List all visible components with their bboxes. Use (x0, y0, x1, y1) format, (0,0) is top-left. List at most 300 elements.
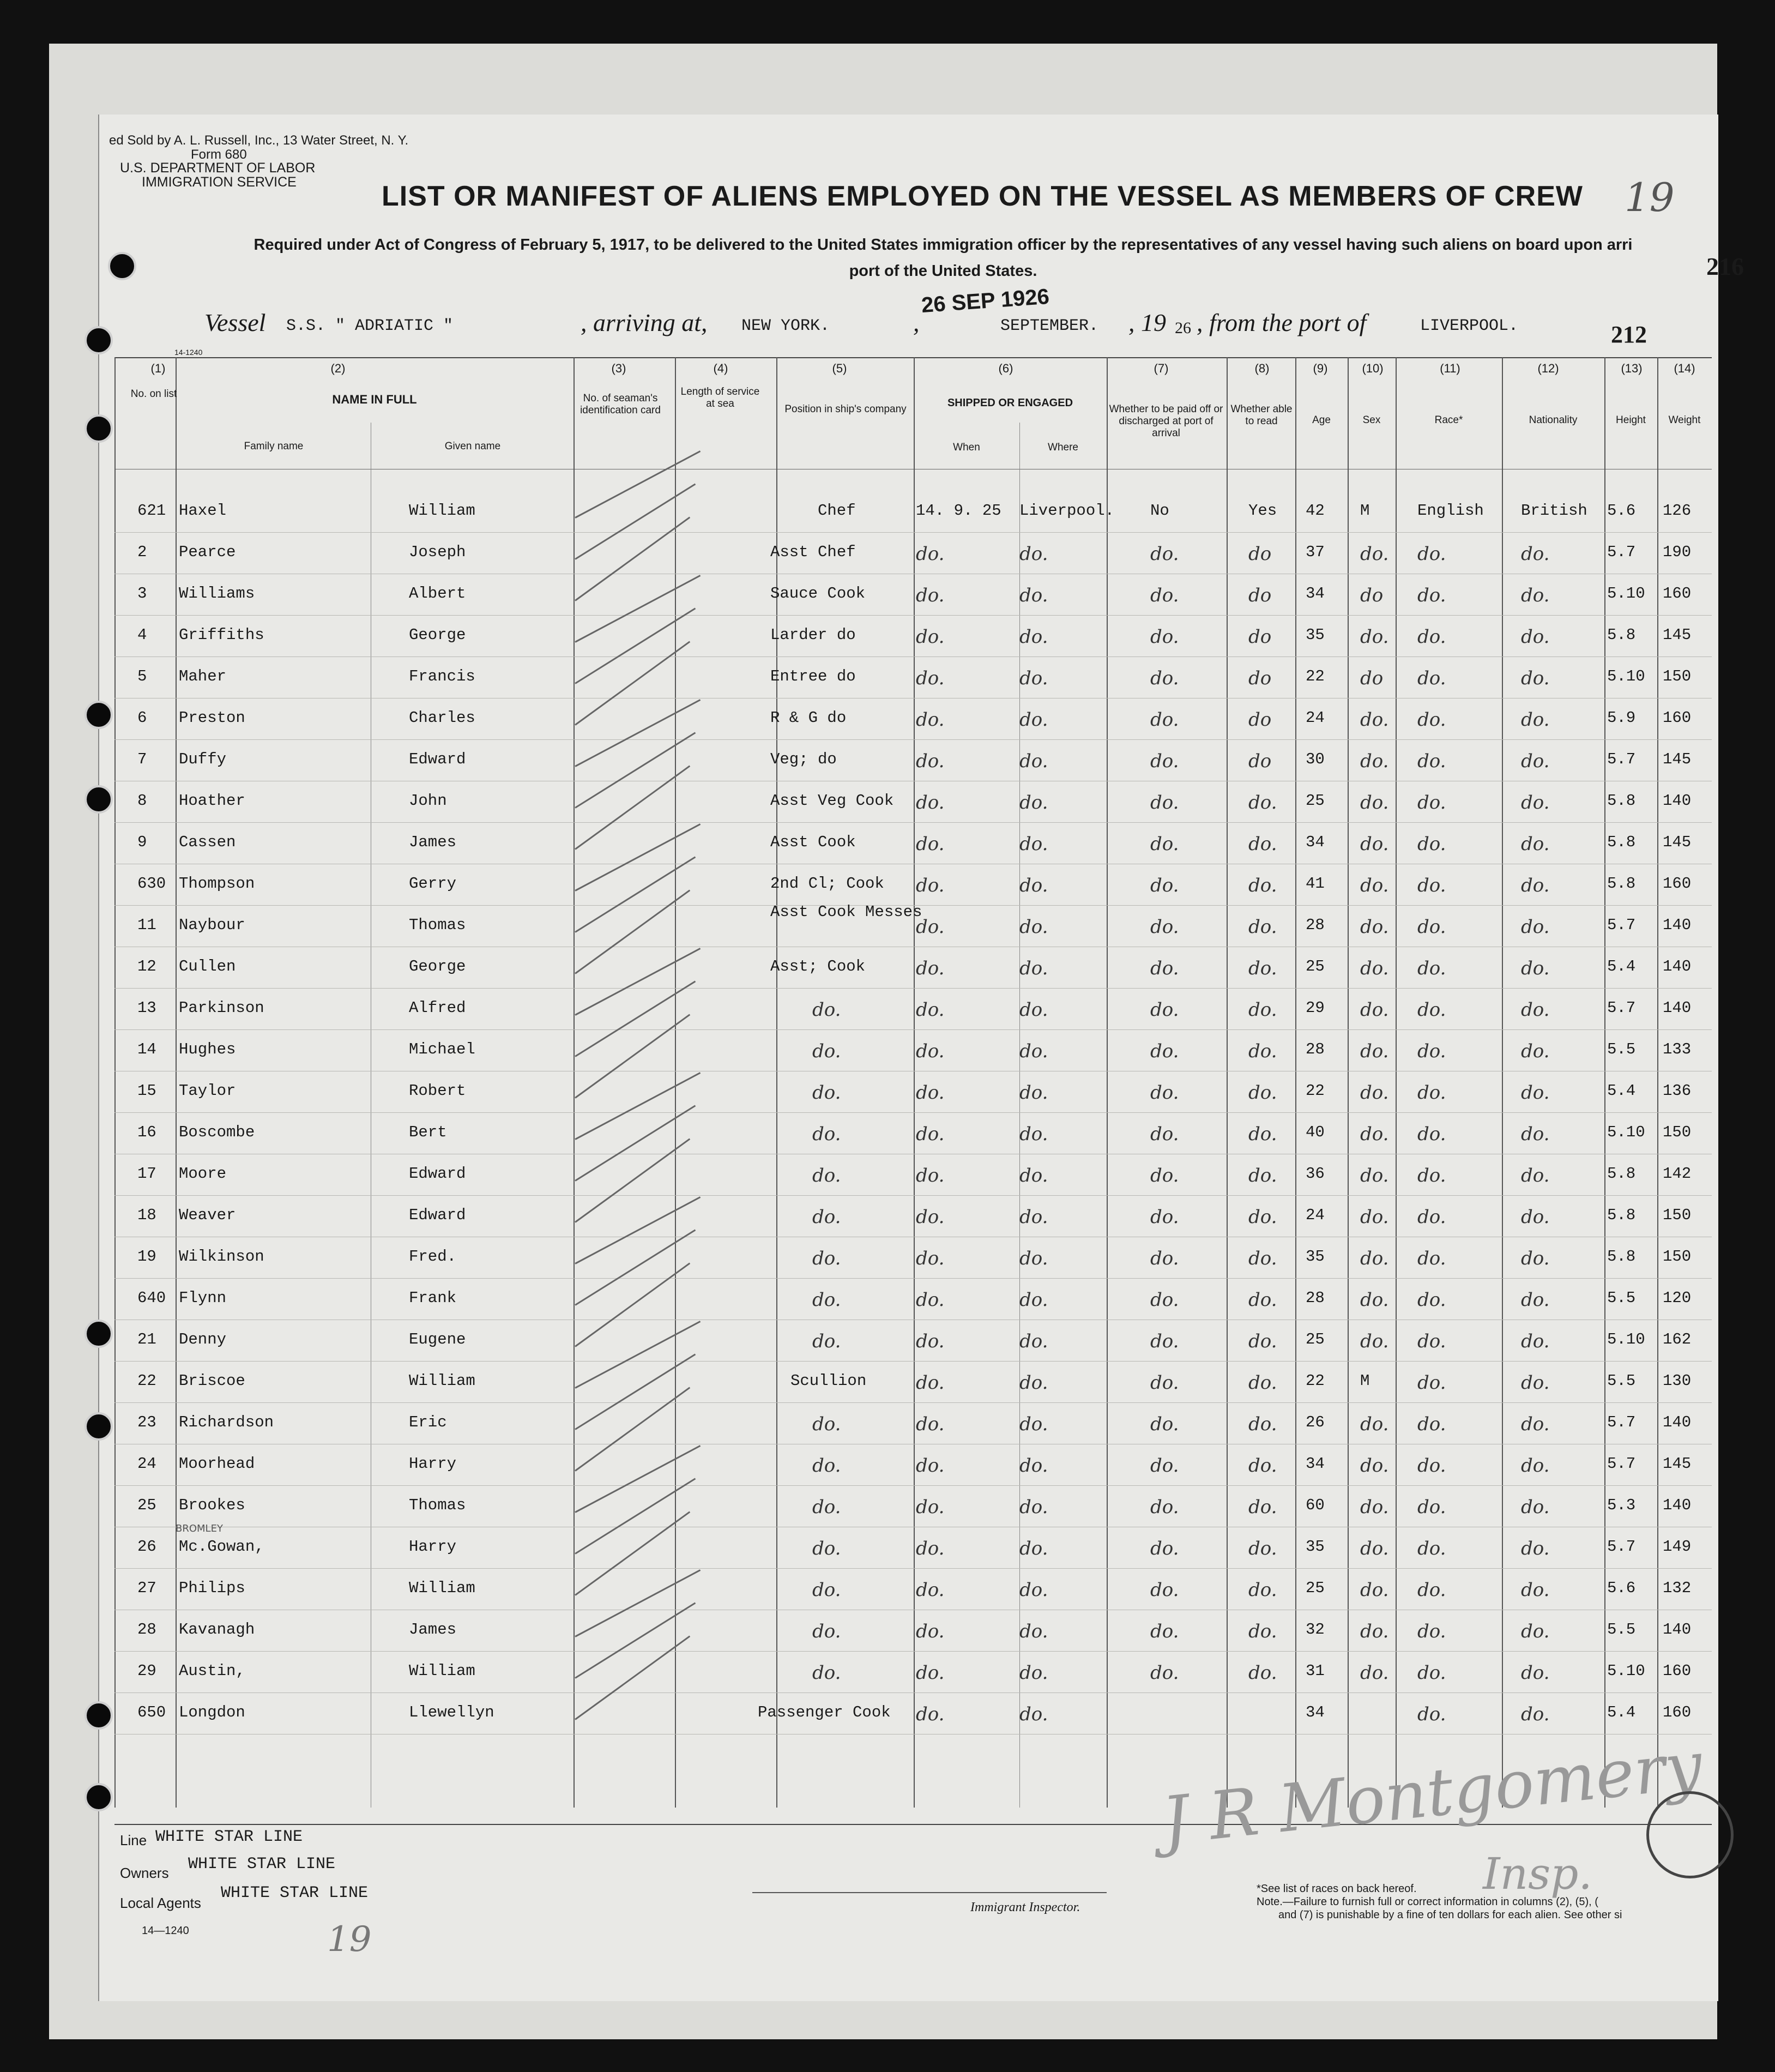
race: do. (1417, 1662, 1446, 1684)
shipped-when: do. (916, 1289, 945, 1311)
shipped-where: do. (1019, 1082, 1048, 1104)
row-number: 630 (137, 875, 166, 893)
col-num-5: (5) (832, 362, 847, 375)
paid-off: do. (1150, 1662, 1179, 1684)
family-name: Haxel (179, 502, 227, 520)
note-failure: Note.—Failure to furnish full or correct information in columns (2), (5), ( (1257, 1896, 1598, 1908)
table-row (114, 781, 1712, 822)
sex: do. (1360, 1455, 1389, 1477)
weight: 162 (1663, 1330, 1692, 1348)
sex: do. (1360, 1082, 1389, 1104)
given-name: Gerry (409, 875, 457, 893)
shipped-where: do. (1019, 916, 1048, 938)
punch-hole (84, 1320, 113, 1348)
family-name: Williams (179, 585, 255, 603)
header-nationality: Nationality (1529, 414, 1578, 426)
position: do. (812, 1206, 841, 1228)
position: do. (812, 1621, 841, 1642)
year-label: , 19 (1128, 309, 1166, 336)
given-name: Alfred (409, 999, 466, 1017)
shipped-when: do. (916, 957, 945, 979)
note-races: *See list of races on back hereof. (1257, 1883, 1417, 1895)
given-name: Michael (409, 1040, 475, 1058)
family-name: Pearce (179, 543, 236, 561)
position: do. (812, 1455, 841, 1477)
nationality: do. (1521, 1289, 1550, 1311)
race: do. (1417, 1206, 1446, 1228)
table-row (114, 1195, 1712, 1237)
height: 5.6 (1607, 1579, 1636, 1597)
weight: 160 (1663, 709, 1692, 727)
nationality: do. (1521, 626, 1550, 648)
row-number: 13 (137, 999, 156, 1017)
form-number: Form 680 (191, 147, 247, 162)
able-to-read: Yes (1248, 502, 1277, 520)
row-number: 21 (137, 1330, 156, 1348)
height: 5.7 (1607, 1538, 1636, 1556)
arrival-month: SEPTEMBER. (1000, 317, 1099, 335)
nationality: do. (1521, 833, 1550, 855)
punch-hole (84, 414, 113, 443)
given-name: George (409, 626, 466, 644)
height: 5.8 (1607, 792, 1636, 810)
row-number: 4 (137, 626, 147, 644)
position: Entree do (770, 667, 856, 685)
given-name: Frank (409, 1289, 457, 1307)
paid-off: do. (1150, 709, 1179, 731)
height: 5.7 (1607, 750, 1636, 768)
weight: 140 (1663, 999, 1692, 1017)
given-name: Edward (409, 750, 466, 768)
row-number: 14 (137, 1040, 156, 1058)
sex: do. (1360, 957, 1389, 979)
height: 5.8 (1607, 875, 1636, 893)
family-name: Cullen (179, 957, 236, 975)
able-to-read: do. (1248, 1496, 1277, 1518)
header-shipped-engaged: SHIPPED OR ENGAGED (947, 397, 1073, 409)
shipped-when: do. (916, 833, 945, 855)
shipped-when: do. (916, 1082, 945, 1104)
shipped-where: do. (1019, 833, 1048, 855)
paid-off: do. (1150, 1248, 1179, 1269)
race: do. (1417, 585, 1446, 606)
family-name: Austin, (179, 1662, 245, 1680)
age: 32 (1306, 1621, 1325, 1639)
position: Asst Chef (770, 543, 856, 561)
subtitle-line-1: Required under Act of Congress of February 5, 1917, to be delivered to the United States immigration officer by the representatives of any vessel having such aliens on board upon arri (253, 236, 1633, 254)
given-name: George (409, 957, 466, 975)
table-row (114, 1112, 1712, 1154)
sex: do. (1360, 1579, 1389, 1601)
arriving-label: , arriving at, (581, 309, 708, 336)
shipped-when: do. (916, 585, 945, 606)
given-name: Albert (409, 585, 466, 603)
shipped-where: do. (1019, 1621, 1048, 1642)
sex: do (1360, 667, 1384, 689)
legal-subtitle (180, 232, 1706, 284)
sex: do (1360, 585, 1384, 606)
row-number: 9 (137, 833, 147, 851)
punch-hole (84, 785, 113, 814)
height: 5.7 (1607, 999, 1636, 1017)
table-row (114, 1692, 1712, 1734)
table-row (114, 1071, 1712, 1112)
height: 5.10 (1607, 1330, 1645, 1348)
position: do. (812, 1082, 841, 1104)
shipped-where: do. (1019, 999, 1048, 1021)
race: do. (1417, 875, 1446, 896)
able-to-read: do (1248, 626, 1272, 648)
col-num-3: (3) (611, 362, 626, 375)
row-number: 28 (137, 1621, 156, 1639)
position: do. (812, 1662, 841, 1684)
header-no-on-list: No. on list (130, 388, 177, 400)
height: 5.7 (1607, 1413, 1636, 1431)
nationality: do. (1521, 750, 1550, 772)
race: English (1417, 502, 1484, 520)
page-title: LIST OR MANIFEST OF ALIENS EMPLOYED ON THE VESSEL AS MEMBERS OF CREW (382, 180, 1583, 212)
weight: 160 (1663, 875, 1692, 893)
age: 35 (1306, 626, 1325, 644)
race: do. (1417, 957, 1446, 979)
arrival-year: 26 (1175, 319, 1191, 337)
form-code-small: 14-1240 (174, 348, 203, 357)
shipped-when: do. (916, 543, 945, 565)
nationality: do. (1521, 999, 1550, 1021)
sex: do. (1360, 1662, 1389, 1684)
weight: 145 (1663, 1455, 1692, 1473)
position: Asst Cook (770, 833, 856, 851)
age: 30 (1306, 750, 1325, 768)
height: 5.7 (1607, 543, 1636, 561)
note-fine: and (7) is punishable by a fine of ten dollars for each alien. See other si (1278, 1909, 1622, 1921)
annotation-bromley: BROMLEY (176, 1523, 223, 1534)
table-row (114, 491, 1712, 532)
nationality: do. (1521, 1579, 1550, 1601)
position: do. (812, 1040, 841, 1062)
shipped-when: do. (916, 626, 945, 648)
given-name: Francis (409, 667, 475, 685)
family-name: Cassen (179, 833, 236, 851)
nationality: do. (1521, 1082, 1550, 1104)
family-name: Mc.Gowan, (179, 1538, 264, 1556)
vessel-line (204, 308, 1687, 346)
row-number: 3 (137, 585, 147, 603)
family-name: Kavanagh (179, 1621, 255, 1639)
nationality: do. (1521, 1123, 1550, 1145)
given-name: Fred. (409, 1248, 457, 1266)
shipped-where: do. (1019, 543, 1048, 565)
row-number: 12 (137, 957, 156, 975)
able-to-read: do. (1248, 1413, 1277, 1435)
paid-off: do. (1150, 543, 1179, 565)
height: 5.9 (1607, 709, 1636, 727)
family-name: Maher (179, 667, 227, 685)
age: 37 (1306, 543, 1325, 561)
position: Chef (818, 502, 856, 520)
table-row (114, 905, 1712, 947)
header-sex: Sex (1362, 414, 1381, 426)
paid-off: No (1150, 502, 1169, 520)
weight: 140 (1663, 1413, 1692, 1431)
height: 5.5 (1607, 1372, 1636, 1390)
header-height: Height (1616, 414, 1646, 426)
header-race: Race* (1434, 414, 1463, 426)
able-to-read: do (1248, 750, 1272, 772)
height: 5.8 (1607, 1248, 1636, 1266)
sex: do. (1360, 1330, 1389, 1352)
table-row (114, 574, 1712, 615)
paid-off: do. (1150, 1372, 1179, 1394)
age: 25 (1306, 1330, 1325, 1348)
race: do. (1417, 1082, 1446, 1104)
header-paid-off: Whether to be paid off or discharged at port of arrival (1109, 403, 1223, 439)
able-to-read: do. (1248, 792, 1277, 814)
shipped-where: do. (1019, 1040, 1048, 1062)
position: do. (812, 1413, 841, 1435)
header-age: Age (1312, 414, 1331, 426)
nationality: do. (1521, 1662, 1550, 1684)
able-to-read: do (1248, 543, 1272, 565)
footer-form-code: 14—1240 (142, 1925, 189, 1937)
shipped-where: do. (1019, 709, 1048, 731)
family-name: Denny (179, 1330, 227, 1348)
service-name: IMMIGRATION SERVICE (142, 174, 297, 190)
paid-off: do. (1150, 1455, 1179, 1477)
row-number: 5 (137, 667, 147, 685)
sex: do. (1360, 1496, 1389, 1518)
shipped-where: do. (1019, 1579, 1048, 1601)
header-able-to-read: Whether able to read (1230, 403, 1293, 427)
given-name: Edward (409, 1206, 466, 1224)
row-number: 26 (137, 1538, 156, 1556)
able-to-read: do. (1248, 833, 1277, 855)
shipped-where: do. (1019, 1372, 1048, 1394)
table-row (114, 532, 1712, 574)
shipped-where: Liverpool. (1019, 502, 1115, 520)
weight: 145 (1663, 833, 1692, 851)
race: do. (1417, 1248, 1446, 1269)
shipped-where: do. (1019, 875, 1048, 896)
weight: 145 (1663, 750, 1692, 768)
given-name: James (409, 1621, 457, 1639)
punch-hole (84, 1412, 113, 1441)
row-number: 27 (137, 1579, 156, 1597)
weight: 190 (1663, 543, 1692, 561)
vessel-name: S.S. " ADRIATIC " (286, 317, 454, 335)
weight: 132 (1663, 1579, 1692, 1597)
weight: 140 (1663, 1621, 1692, 1639)
row-number: 24 (137, 1455, 156, 1473)
able-to-read: do. (1248, 1372, 1277, 1394)
height: 5.8 (1607, 1206, 1636, 1224)
col-num-6: (6) (998, 362, 1013, 375)
col-num-7: (7) (1154, 362, 1169, 375)
nationality: do. (1521, 667, 1550, 689)
able-to-read: do. (1248, 1455, 1277, 1477)
owners-value: WHITE STAR LINE (188, 1855, 336, 1874)
height: 5.8 (1607, 833, 1636, 851)
paid-off: do. (1150, 1123, 1179, 1145)
table-row (114, 698, 1712, 739)
family-name: Weaver (179, 1206, 236, 1224)
shipped-where: do. (1019, 1662, 1048, 1684)
weight: 133 (1663, 1040, 1692, 1058)
table-row (114, 947, 1712, 988)
row-number: 6 (137, 709, 147, 727)
height: 5.4 (1607, 1703, 1636, 1721)
height: 5.10 (1607, 1662, 1645, 1680)
given-name: Joseph (409, 543, 466, 561)
table-row (114, 739, 1712, 781)
table-row (114, 1610, 1712, 1651)
row-number: 19 (137, 1248, 156, 1266)
weight: 160 (1663, 585, 1692, 603)
race: do. (1417, 916, 1446, 938)
nationality: do. (1521, 957, 1550, 979)
inspector-line (752, 1892, 1107, 1893)
table-row (114, 1278, 1712, 1320)
signature-insp: Insp. (1483, 1848, 1592, 1899)
shipped-where: do. (1019, 1248, 1048, 1269)
family-name: Hughes (179, 1040, 236, 1058)
given-name: Bert (409, 1123, 447, 1141)
table-row (114, 1651, 1712, 1692)
able-to-read: do (1248, 667, 1272, 689)
given-name: Llewellyn (409, 1703, 494, 1721)
family-name: Moore (179, 1165, 227, 1183)
footer-handwritten-19: 19 (327, 1919, 372, 1960)
able-to-read: do (1248, 709, 1272, 731)
age: 41 (1306, 875, 1325, 893)
weight: 150 (1663, 667, 1692, 685)
position: do. (812, 999, 841, 1021)
position: 2nd Cl; Cook (770, 875, 884, 893)
age: 34 (1306, 1703, 1325, 1721)
family-name: Naybour (179, 916, 245, 934)
able-to-read: do. (1248, 1579, 1277, 1601)
from-port-label: , from the port of (1197, 309, 1367, 336)
position: do. (812, 1330, 841, 1352)
nationality: do. (1521, 792, 1550, 814)
height: 5.10 (1607, 585, 1645, 603)
sex: do. (1360, 1206, 1389, 1228)
sex: do. (1360, 626, 1389, 648)
race: do. (1417, 1372, 1446, 1394)
weight: 149 (1663, 1538, 1692, 1556)
nationality: do. (1521, 1330, 1550, 1352)
able-to-read: do. (1248, 1040, 1277, 1062)
weight: 160 (1663, 1703, 1692, 1721)
sex: do. (1360, 750, 1389, 772)
comma: , (913, 309, 920, 336)
row-number: 8 (137, 792, 147, 810)
sex: do. (1360, 1123, 1389, 1145)
nationality: do. (1521, 1040, 1550, 1062)
shipped-when: do. (916, 1372, 945, 1394)
sex: M (1360, 1372, 1370, 1390)
table-row (114, 1485, 1712, 1527)
age: 25 (1306, 1579, 1325, 1597)
nationality: do. (1521, 1372, 1550, 1394)
race: do. (1417, 1703, 1446, 1725)
family-name: Parkinson (179, 999, 264, 1017)
department-block (120, 161, 315, 189)
col-num-10: (10) (1362, 362, 1384, 375)
sex: do. (1360, 543, 1389, 565)
family-name: Briscoe (179, 1372, 245, 1390)
row-number: 11 (137, 916, 156, 934)
table-row (114, 1568, 1712, 1610)
header-given-name: Given name (444, 441, 501, 452)
row-number: 621 (137, 502, 166, 520)
agents-value: WHITE STAR LINE (221, 1884, 369, 1902)
race: do. (1417, 1496, 1446, 1518)
able-to-read: do. (1248, 957, 1277, 979)
position: do. (812, 1496, 841, 1518)
shipped-when: do. (916, 709, 945, 731)
row-number: 29 (137, 1662, 156, 1680)
able-to-read: do. (1248, 1662, 1277, 1684)
position: do. (812, 1248, 841, 1269)
weight: 126 (1663, 502, 1692, 520)
position: Veg; do (770, 750, 837, 768)
position: Asst; Cook (770, 957, 866, 975)
family-name: Longdon (179, 1703, 245, 1721)
header-position: Position in ship's company (784, 403, 907, 415)
able-to-read: do. (1248, 999, 1277, 1021)
row-number: 7 (137, 750, 147, 768)
age: 24 (1306, 709, 1325, 727)
shipped-when: do. (916, 1703, 945, 1725)
nationality: do. (1521, 875, 1550, 896)
shipped-when: do. (916, 1621, 945, 1642)
col-num-11: (11) (1440, 362, 1460, 375)
owners-label: Owners (120, 1865, 169, 1881)
race: do. (1417, 1123, 1446, 1145)
paid-off: do. (1150, 1206, 1179, 1228)
able-to-read: do. (1248, 1206, 1277, 1228)
nationality: British (1521, 502, 1587, 520)
handwritten-number: 19 (1625, 174, 1675, 220)
table-row (114, 1402, 1712, 1444)
paid-off: do. (1150, 957, 1179, 979)
age: 60 (1306, 1496, 1325, 1514)
given-name: Robert (409, 1082, 466, 1100)
shipped-when: do. (916, 1496, 945, 1518)
col-num-8: (8) (1254, 362, 1270, 375)
family-name: Flynn (179, 1289, 227, 1307)
sex: do. (1360, 875, 1389, 896)
table-row (114, 656, 1712, 698)
punch-hole (84, 1701, 113, 1730)
given-name: Thomas (409, 1496, 466, 1514)
nationality: do. (1521, 709, 1550, 731)
table-row (114, 1320, 1712, 1361)
subtitle-line-2: port of the United States. (849, 262, 1037, 280)
table-row (114, 615, 1712, 656)
col-num-1: (1) (150, 362, 166, 375)
table-row (114, 1154, 1712, 1195)
nationality: do. (1521, 1703, 1550, 1725)
paid-off: do. (1150, 1413, 1179, 1435)
printer-imprint (109, 134, 408, 162)
weight: 120 (1663, 1289, 1692, 1307)
sex: do. (1360, 1289, 1389, 1311)
vessel-label: Vessel (204, 309, 266, 336)
department-name: U.S. DEPARTMENT OF LABOR (120, 160, 316, 176)
race: do. (1417, 999, 1446, 1021)
